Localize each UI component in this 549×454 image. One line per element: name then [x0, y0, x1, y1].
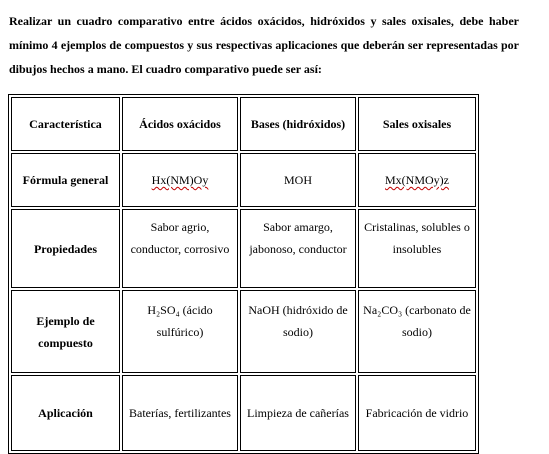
formula-sales-text: Mx(NMOy)z — [385, 173, 449, 187]
instructions-paragraph: Realizar un cuadro comparativo entre ácidos oxácidos, hidróxidos y sales oxisales, debe haber mínimo 4 ejemplos de compuestos y sus respectivas aplicaciones que deberán ser representadas por dibujos hechos a mano. El cuadro comparativo puede ser así: — [9, 14, 519, 76]
header-sales-oxisales: Sales oxisales — [358, 97, 476, 151]
header-caracteristica: Característica — [11, 97, 120, 151]
cell-propiedades-acidos: Sabor agrio, conductor, corrosivo — [122, 209, 238, 288]
cell-formula-bases: MOH — [240, 153, 356, 207]
row-label-propiedades: Propiedades — [11, 209, 120, 288]
table-row — [11, 375, 476, 451]
cell-aplicacion-sales: Fabricación de vidrio — [358, 375, 476, 451]
table-row — [11, 290, 476, 373]
header-bases-hidroxidos: Bases (hidróxidos) — [240, 97, 356, 151]
table-header-row — [11, 97, 476, 151]
table-row — [11, 209, 476, 288]
cell-ejemplo-bases: NaOH (hidróxido de sodio) — [240, 290, 356, 373]
cell-formula-sales — [358, 153, 476, 207]
row-label-aplicacion: Aplicación — [11, 375, 120, 451]
cell-ejemplo-acidos: H₂SO₄ (ácido sulfúrico) — [122, 290, 238, 373]
cell-propiedades-sales: Cristalinas, solubles o insolubles — [358, 209, 476, 288]
cell-formula-acidos — [122, 153, 238, 207]
row-label-formula: Fórmula general — [11, 153, 120, 207]
cell-propiedades-bases: Sabor amargo, jabonoso, conductor — [240, 209, 356, 288]
cell-ejemplo-sales: Na₂CO₃ (carbonato de sodio) — [358, 290, 476, 373]
cell-aplicacion-bases: Limpieza de cañerías — [240, 375, 356, 451]
header-acidos-oxacidos: Ácidos oxácidos — [122, 97, 238, 151]
formula-acidos-text: Hx(NM)Oy — [151, 173, 209, 187]
table-row — [11, 153, 476, 207]
row-label-ejemplo: Ejemplo de compuesto — [11, 290, 120, 373]
comparison-table — [8, 94, 479, 454]
cell-aplicacion-acidos: Baterías, fertilizantes — [122, 375, 238, 451]
